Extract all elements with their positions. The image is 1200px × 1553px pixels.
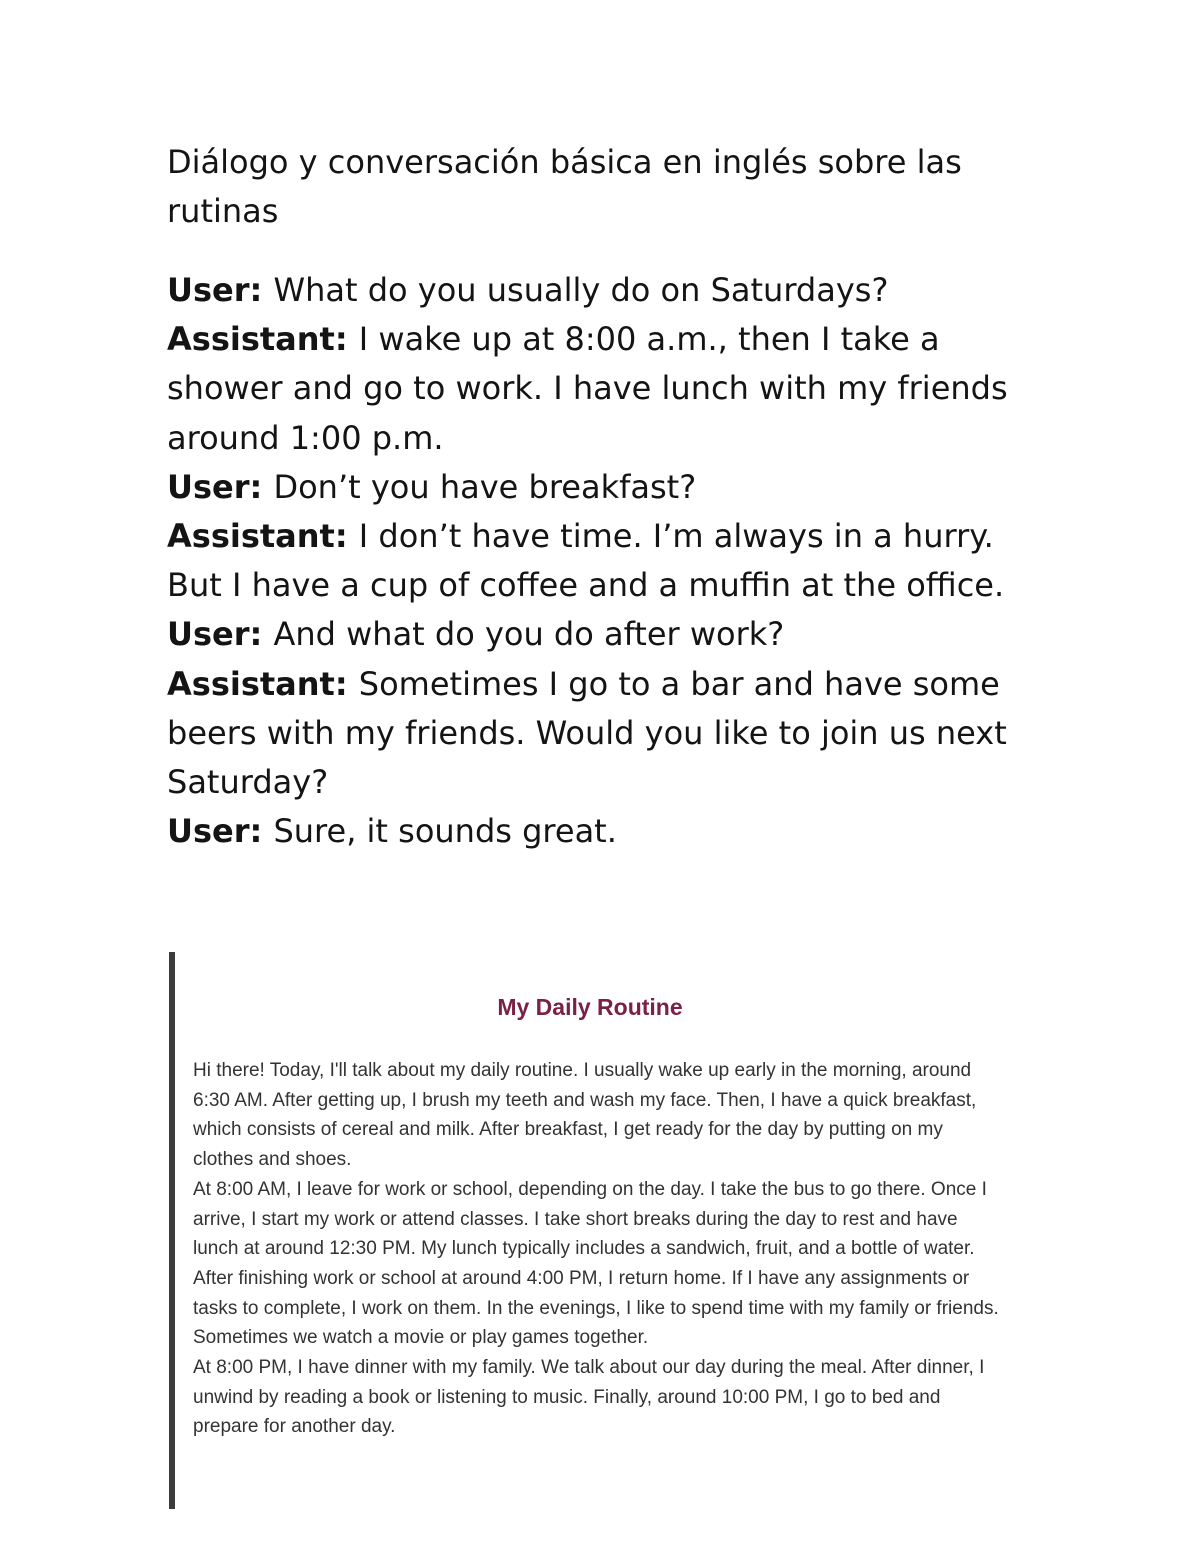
dialogue-turn: User: And what do you do after work?: [167, 615, 785, 654]
dialogue-text: I wake up at 8:00 a.m., then I take a shower and go to work. I have lunch with my friends around 1:00 p.m.: [167, 320, 1008, 457]
dialogue-turn: Assistant: I wake up at 8:00 a.m., then I take a shower and go to work. I have lunch with my friends around 1:00 p.m.: [167, 320, 1008, 457]
routine-heading: My Daily Routine: [497, 994, 683, 1020]
dialogue-turn: Assistant: I don’t have time. I’m always in a hurry. But I have a cup of coffee and a muffin at the office.: [167, 517, 1005, 605]
dialogue-text: What do you usually do on Saturdays?: [273, 271, 889, 309]
routine-paragraph: Hi there! Today, I'll talk about my daily routine. I usually wake up early in the morning, around 6:30 AM. After getting up, I brush my teeth and wash my face. Then, I have a quick breakfast, which consists of cereal and milk. After breakfast, I get ready for the day by putting on my clothes and shoes.: [193, 1060, 977, 1171]
speaker-label: User: [167, 812, 250, 851]
dialogue-turn: User: What do you usually do on Saturdays?: [167, 271, 889, 309]
routine-excerpt: [169, 952, 1009, 1509]
speaker-label: Assistant: [167, 517, 335, 556]
speaker-label: Assistant: [167, 320, 335, 359]
dialogue-text: I don’t have time. I’m always in a hurry. But I have a cup of coffee and a muffin at the office.: [167, 517, 1005, 605]
speaker-label: User: [167, 271, 250, 309]
routine-paragraph: At 8:00 AM, I leave for work or school, depending on the day. I take the bus to go there. Once I arrive, I start my work or attend classes. I take short breaks during the day to rest and have lunch at around 12:30 PM. My lunch typically includes a sandwich, fruit, and a bottle of water.: [193, 1178, 987, 1260]
dialogue: [167, 266, 1047, 856]
speaker-label: User: [167, 615, 250, 654]
speaker-label: User: [167, 467, 250, 506]
routine-body: [193, 1056, 1003, 1442]
dialogue-text: And what do you do after work?: [273, 615, 785, 654]
dialogue-text: Sometimes I go to a bar and have some beers with my friends. Would you like to join us next Saturday?: [167, 664, 1007, 802]
dialogue-turn: User: Don’t you have breakfast?: [167, 467, 697, 506]
dialogue-turn: Assistant: Sometimes I go to a bar and have some beers with my friends. Would you like to join us next Saturday?: [167, 664, 1007, 802]
speaker-label: Assistant: [167, 664, 335, 703]
routine-paragraph: After finishing work or school at around 4:00 PM, I return home. If I have any assignments or tasks to complete, I work on them. In the evenings, I like to spend time with my family or friends. Sometimes we watch a movie or play games together.: [193, 1267, 999, 1349]
page-title: Diálogo y conversación básica en inglés sobre las rutinas: [167, 143, 962, 230]
dialogue-turn: User: Sure, it sounds great.: [167, 812, 617, 851]
routine-paragraph: At 8:00 PM, I have dinner with my family. We talk about our day during the meal. After dinner, I unwind by reading a book or listening to music. Finally, around 10:00 PM, I go to bed and prepare for another day.: [193, 1357, 985, 1438]
dialogue-text: Sure, it sounds great.: [273, 812, 617, 851]
dialogue-text: Don’t you have breakfast?: [273, 467, 697, 506]
